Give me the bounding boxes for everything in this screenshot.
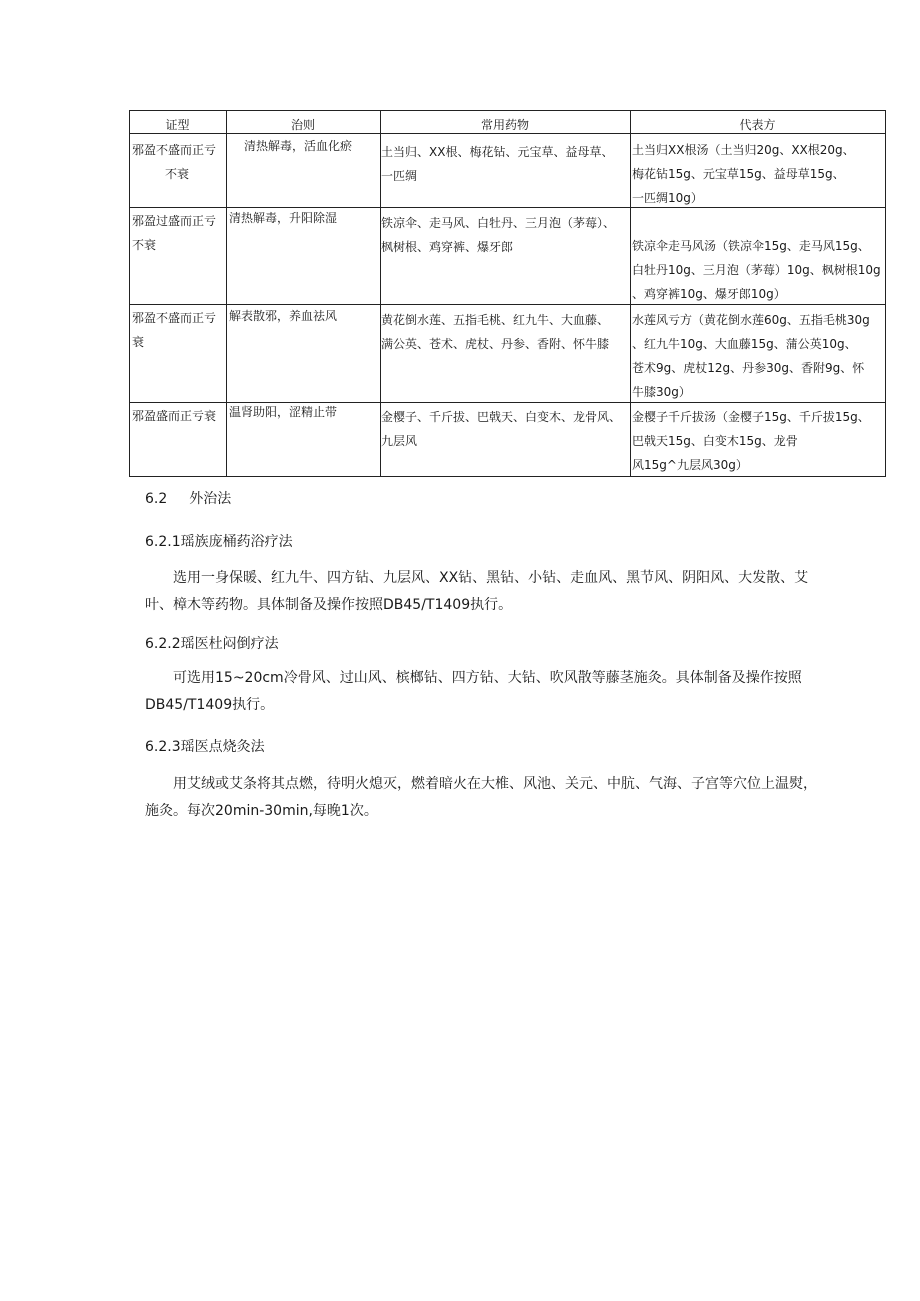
- table-row-2-syndrome: [132, 209, 216, 257]
- section-6-2-3-paragraph: [145, 771, 885, 825]
- table-row-1-syndrome: [132, 138, 216, 186]
- paragraph-line: 叶、樟木等药物。具体制备及操作按照DB45/T1409执行。: [145, 597, 513, 613]
- cell-line: 邪盈不盛而正亏: [132, 143, 217, 157]
- section-heading-6-2-1: 6.2.1瑶族庞桶药浴疗法: [145, 534, 293, 550]
- table-rule: [885, 110, 886, 477]
- cell-line: 清热解毒，升阳除湿: [229, 211, 338, 225]
- table-row-4-herbs: [381, 405, 621, 453]
- cell-line: 邪盈盛而正亏衰: [132, 409, 217, 423]
- paragraph-line: [145, 565, 885, 592]
- cell-line: 苍术9g、虎杖12g、丹参30g、香附9g、怀: [632, 361, 865, 375]
- paragraph-line: DB45/T1409执行。: [145, 697, 275, 713]
- cell-line: 金樱子、千斤拔、巴戟天、白变木、龙骨风、: [381, 410, 622, 424]
- cell-line: 黄花倒水莲、五指毛桃、红九牛、大血藤、: [381, 313, 610, 327]
- table-row-4-syndrome: [132, 404, 216, 428]
- cell-line: 邪盈过盛而正亏: [132, 214, 217, 228]
- cell-line: 一匹绸: [381, 169, 418, 183]
- paragraph-line: 施灸。每次20min-30min,每晚1次。: [145, 803, 378, 819]
- cell-line: 铁凉伞、走马风、白牡丹、三月泡（茅莓）、: [381, 216, 616, 230]
- cell-line: 水莲风亏方（黄花倒水莲60g、五指毛桃30g: [632, 313, 870, 327]
- cell-line: 九层风: [381, 434, 418, 448]
- cell-line: 、红九牛10g、大血藤15g、蒲公英10g、: [632, 337, 857, 351]
- paragraph-text: 用艾绒或艾条将其点燃，待明火熄灭，燃着暗火在大椎、风池、关元、中肮、气海、子宫等穴位上温熨，: [173, 776, 817, 792]
- cell-line: 一匹绸10g）: [632, 191, 703, 205]
- syndrome-treatment-table: [129, 110, 886, 477]
- cell-line: 衰: [132, 335, 145, 349]
- table-row-4-formula: [632, 405, 870, 477]
- paragraph-line: [145, 665, 885, 692]
- table-rule: [129, 133, 886, 134]
- section-heading-6-2-2: 6.2.2瑶医杜闷倒疗法: [145, 636, 279, 652]
- cell-line: 土当归XX根汤（土当归20g、XX根20g、: [632, 143, 855, 157]
- cell-line: 白牡丹10g、三月泡（茅莓）10g、枫树根10g: [632, 263, 881, 277]
- cell-line: 风15g^九层风30g）: [632, 458, 748, 472]
- section-number: 6.2: [145, 491, 168, 507]
- cell-line: 铁凉伞走马风汤（铁凉伞15g、走马风15g、: [632, 239, 870, 253]
- table-header-principle: 治则: [290, 118, 315, 132]
- table-row-4-principle: [229, 400, 337, 424]
- cell-line: 、鸡穿裤10g、爆牙郎10g）: [632, 287, 786, 301]
- table-rule: [129, 110, 886, 111]
- table-row-2-formula: [632, 234, 881, 306]
- cell-line: 温肾助阳，涩精止带: [229, 405, 338, 419]
- cell-line: 邪盈不盛而正亏: [132, 311, 217, 325]
- table-row-2-herbs: [381, 211, 615, 259]
- table-header-formula: 代表方: [739, 118, 776, 132]
- cell-line: 金樱子千斤拔汤（金樱子15g、千斤拔15g、: [632, 410, 870, 424]
- cell-line: 清热解毒，活血化瘀: [244, 139, 353, 153]
- table-row-2-principle: [229, 206, 337, 230]
- table-row-1-formula: [632, 138, 855, 210]
- section-6-2-2-paragraph: [145, 665, 885, 719]
- cell-line: 不衰: [132, 238, 157, 252]
- cell-line: 土当归、XX根、梅花钻、元宝草、益母草、: [381, 145, 614, 159]
- cell-line: 解表散邪，养血祛风: [229, 309, 338, 323]
- cell-line: 巴戟天15g、白变木15g、龙骨: [632, 434, 798, 448]
- table-row-3-formula: [632, 308, 870, 404]
- table-rule: [129, 110, 130, 477]
- cell-line: 梅花钻15g、元宝草15g、益母草15g、: [632, 167, 845, 181]
- section-6-2-1-paragraph: [145, 565, 885, 619]
- paragraph-text: 选用一身保暖、红九牛、四方钻、九层风、XX钻、黑钻、小钻、走血风、黑节风、阴阳风、大发散、艾: [173, 570, 809, 586]
- cell-line: 枫树根、鸡穿裤、爆牙郎: [381, 240, 514, 254]
- table-header-herbs: 常用药物: [480, 118, 529, 132]
- section-title: 外治法: [189, 491, 232, 507]
- table-row-1-principle: [244, 134, 352, 158]
- cell-line: 牛膝30g）: [632, 385, 691, 399]
- table-row-3-principle: [229, 304, 337, 328]
- cell-line: 不衰: [165, 167, 190, 181]
- section-heading-6-2-3: 6.2.3瑶医点烧灸法: [145, 739, 265, 755]
- paragraph-text: 可选用15~20cm冷骨风、过山风、槟榔钻、四方钻、大钻、吹风散等藤茎施灸。具体制备及操作按照: [173, 670, 802, 686]
- table-row-3-syndrome: [132, 306, 216, 354]
- paragraph-line: [145, 771, 885, 798]
- table-rule: [226, 110, 227, 477]
- table-header-syndrome: 证型: [165, 118, 190, 132]
- cell-line: 满公英、苍术、虎杖、丹参、香附、怀牛膝: [381, 337, 610, 351]
- section-heading-6-2: [145, 490, 231, 508]
- table-row-1-herbs: [381, 140, 613, 188]
- table-row-3-herbs: [381, 308, 609, 356]
- table-rule: [630, 110, 631, 477]
